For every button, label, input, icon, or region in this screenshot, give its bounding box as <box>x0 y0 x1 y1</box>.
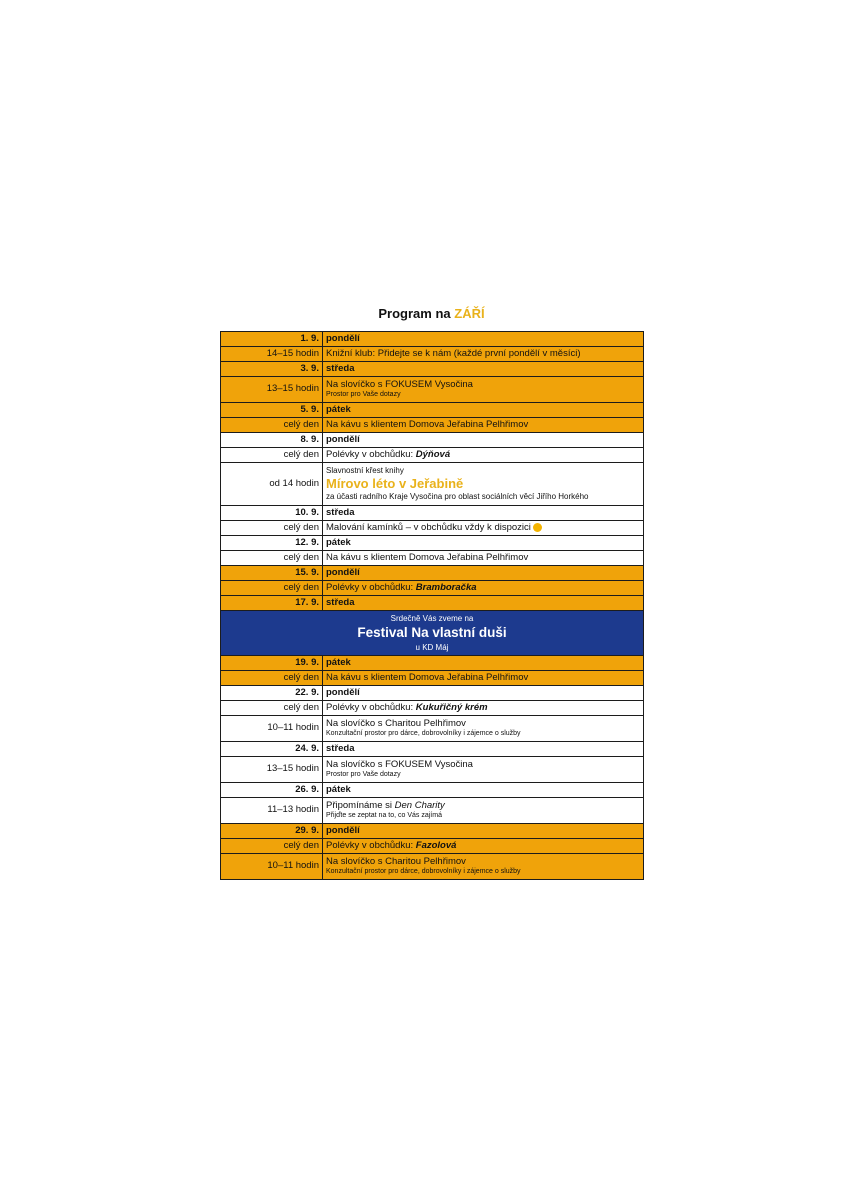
table-row <box>221 551 644 566</box>
date-cell: 26. 9. <box>221 783 323 798</box>
event-title: Na slovíčko s FOKUSEM Vysočina <box>326 379 473 391</box>
event-title: Polévky v obchůdku: <box>326 448 416 460</box>
event-title: Na slovíčko s FOKUSEM Vysočina <box>326 759 473 771</box>
title-prefix: Program na <box>378 306 451 321</box>
weekday-cell: středa <box>323 596 644 611</box>
date-cell: 22. 9. <box>221 686 323 701</box>
weekday-cell: pondělí <box>323 824 644 839</box>
table-row <box>221 716 644 742</box>
table-row <box>221 656 644 671</box>
date-cell: 5. 9. <box>221 403 323 418</box>
date-cell: 10. 9. <box>221 506 323 521</box>
event-cell <box>323 839 644 854</box>
event-cell <box>323 757 644 783</box>
event-cell: Na kávu s klientem Domova Jeřabina Pelhřimov <box>323 418 644 433</box>
table-row <box>221 377 644 403</box>
weekday-cell: pondělí <box>323 433 644 448</box>
date-cell: 29. 9. <box>221 824 323 839</box>
table-row <box>221 332 644 347</box>
event-title: Na slovíčko s Charitou Pelhřimov <box>326 718 466 730</box>
time-cell: celý den <box>221 418 323 433</box>
table-row <box>221 701 644 716</box>
table-row <box>221 742 644 757</box>
time-cell: celý den <box>221 839 323 854</box>
table-row <box>221 757 644 783</box>
event-cell <box>323 716 644 742</box>
festival-title: Festival Na vlastní duši <box>357 625 507 641</box>
date-cell: 24. 9. <box>221 742 323 757</box>
event-cell <box>323 798 644 824</box>
date-cell: 15. 9. <box>221 566 323 581</box>
event-subtitle: Prostor pro Vaše dotazy <box>326 390 401 398</box>
table-row <box>221 463 644 506</box>
soup-name: Dýňová <box>415 448 451 460</box>
date-cell: 17. 9. <box>221 596 323 611</box>
weekday-cell: pondělí <box>323 686 644 701</box>
time-cell: od 14 hodin <box>221 463 323 506</box>
event-cell <box>323 581 644 596</box>
event-title: Na slovíčko s Charitou Pelhřimov <box>326 856 466 868</box>
weekday-cell: pondělí <box>323 566 644 581</box>
weekday-cell: pátek <box>323 783 644 798</box>
book-title: Mírovo léto v Jeřabině <box>326 475 464 491</box>
time-cell: celý den <box>221 521 323 536</box>
event-title: Malování kamínků – v obchůdku vždy k dispozici <box>326 521 531 533</box>
time-cell: celý den <box>221 581 323 596</box>
weekday-cell: pondělí <box>323 332 644 347</box>
event-cell <box>323 854 644 880</box>
time-cell: 11–13 hodin <box>221 798 323 824</box>
time-cell: 13–15 hodin <box>221 757 323 783</box>
event-title: Polévky v obchůdku: <box>326 581 416 593</box>
table-row <box>221 671 644 686</box>
event-pretitle: Slavnostní křest knihy <box>326 466 404 476</box>
table-row <box>221 448 644 463</box>
weekday-cell: pátek <box>323 536 644 551</box>
time-cell: 13–15 hodin <box>221 377 323 403</box>
event-cell: Knižní klub: Přidejte se k nám (každé první pondělí v měsíci) <box>323 347 644 362</box>
soup-name: Kukuřičný krém <box>415 701 488 713</box>
table-row <box>221 536 644 551</box>
time-cell: 10–11 hodin <box>221 854 323 880</box>
table-row <box>221 839 644 854</box>
time-cell: celý den <box>221 551 323 566</box>
event-subtitle: Konzultační prostor pro dárce, dobrovolníky i zájemce o služby <box>326 729 521 737</box>
event-title: Polévky v obchůdku: <box>326 701 416 713</box>
event-cell <box>323 448 644 463</box>
table-row <box>221 824 644 839</box>
weekday-cell: středa <box>323 742 644 757</box>
date-cell: 12. 9. <box>221 536 323 551</box>
event-cell <box>323 463 644 506</box>
weekday-cell: středa <box>323 506 644 521</box>
event-subtitle: za účasti radního Kraje Vysočina pro oblast sociálních věcí Jiřího Horkého <box>326 492 589 502</box>
table-row <box>221 798 644 824</box>
table-row <box>221 521 644 536</box>
table-row <box>221 362 644 377</box>
smiling-emoji-icon <box>533 523 542 532</box>
table-row <box>221 506 644 521</box>
weekday-cell: pátek <box>323 656 644 671</box>
soup-name: Fazolová <box>415 839 457 851</box>
time-cell: 14–15 hodin <box>221 347 323 362</box>
table-row <box>221 596 644 611</box>
festival-invite: Srdečně Vás zveme na <box>390 614 474 624</box>
event-cell: Na kávu s klientem Domova Jeřabina Pelhřimov <box>323 551 644 566</box>
date-cell: 3. 9. <box>221 362 323 377</box>
soup-name: Bramboračka <box>415 581 477 593</box>
event-highlight: Den Charity <box>394 800 445 812</box>
event-cell <box>323 701 644 716</box>
table-row <box>221 854 644 880</box>
weekday-cell: středa <box>323 362 644 377</box>
date-cell: 8. 9. <box>221 433 323 448</box>
time-cell: celý den <box>221 448 323 463</box>
date-cell: 1. 9. <box>221 332 323 347</box>
festival-cell <box>221 611 644 656</box>
event-cell <box>323 377 644 403</box>
table-row <box>221 581 644 596</box>
date-cell: 19. 9. <box>221 656 323 671</box>
table-row <box>221 433 644 448</box>
table-row <box>221 686 644 701</box>
time-cell: celý den <box>221 701 323 716</box>
schedule-table <box>220 331 644 880</box>
event-subtitle: Konzultační prostor pro dárce, dobrovolníky i zájemce o služby <box>326 867 521 875</box>
weekday-cell: pátek <box>323 403 644 418</box>
page-title <box>0 306 863 321</box>
festival-banner <box>221 611 644 656</box>
table-row <box>221 783 644 798</box>
event-subtitle: Přijďte se zeptat na to, co Vás zajímá <box>326 811 442 819</box>
title-month: ZÁŘÍ <box>454 306 485 321</box>
event-subtitle: Prostor pro Vaše dotazy <box>326 770 401 778</box>
table-row <box>221 566 644 581</box>
table-row <box>221 347 644 362</box>
table-row <box>221 418 644 433</box>
time-cell: 10–11 hodin <box>221 716 323 742</box>
event-title: Připomínáme si <box>326 800 395 812</box>
event-cell: Na kávu s klientem Domova Jeřabina Pelhřimov <box>323 671 644 686</box>
event-title: Polévky v obchůdku: <box>326 839 416 851</box>
time-cell: celý den <box>221 671 323 686</box>
festival-location: u KD Máj <box>415 642 449 652</box>
event-cell <box>323 521 644 536</box>
table-row <box>221 403 644 418</box>
